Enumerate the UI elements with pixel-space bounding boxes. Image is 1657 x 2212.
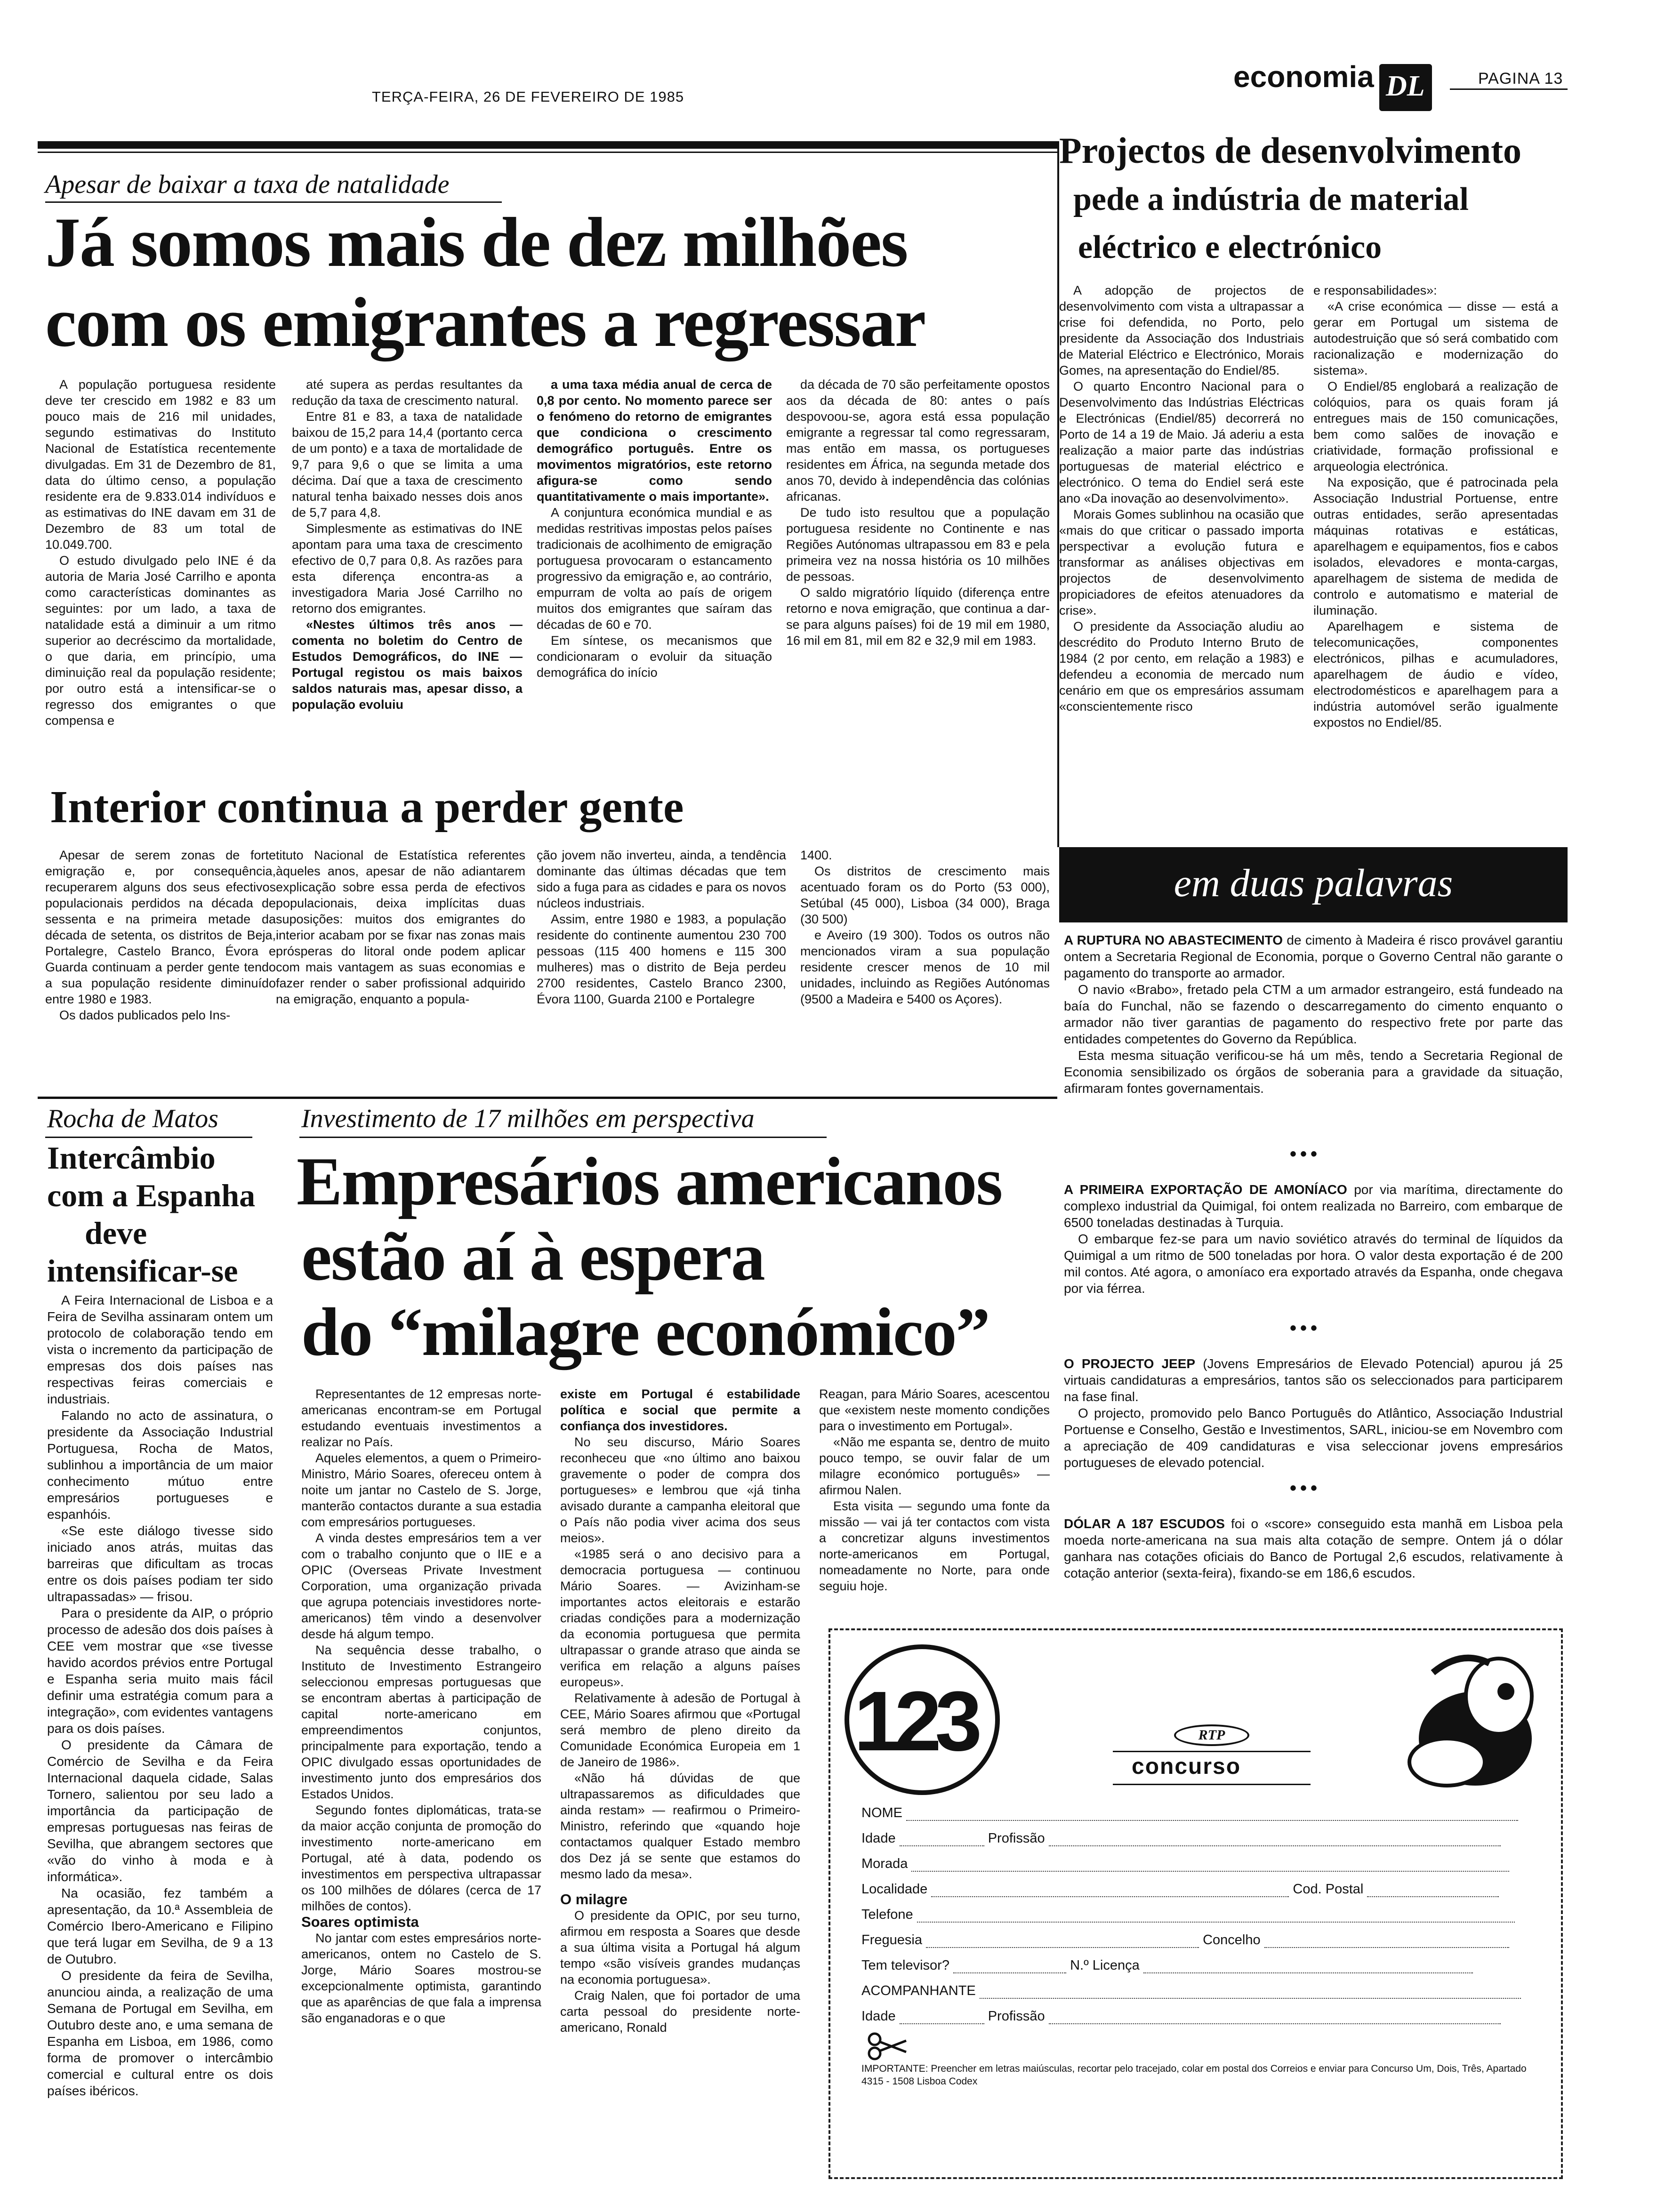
interior-col-4-p2: Os distritos de crescimento mais acentuado foram os do Porto (53 000), Setúbal (45 000), Lisboa (34 000), Braga (30 500) bbox=[800, 864, 1050, 926]
label-idade-2: Idade bbox=[861, 2009, 896, 2024]
label-profissao: Profissão bbox=[988, 1831, 1045, 1846]
americanos-col-1-p6: No jantar com estes empresários norte-americanos, ontem no Castelo de S. Jorge, Mário Soares mostrou-se excepcionalmente optimista, garantindo que as aparências de que fala a imprensa são enganadoras e o que bbox=[301, 1931, 541, 2025]
americanos-col-2-p3: «1985 será o ano decisivo para a democracia portuguesa — continuou Mário Soares. — Avizinham-se importantes actos eleitorais e estarão criadas condições para a modernização da economia portuguesa que permita ultrapassar o grande atraso que ainda se verifica em relação a alguns países europeus». bbox=[560, 1547, 800, 1689]
main-headline-1: Já somos mais de dez milhões bbox=[45, 203, 908, 281]
brief-3-text: (Jovens Empresários de Elevado Potencial) apurou já 25 virtuais candidaturas a empresários, tantos são os seleccionados para participarem na fase final. bbox=[1064, 1356, 1563, 1404]
label-morada: Morada bbox=[861, 1856, 908, 1871]
label-telefone: Telefone bbox=[861, 1907, 913, 1922]
concurso-label: concurso bbox=[1132, 1754, 1241, 1779]
main-col-4-p2: De tudo isto resultou que a população portuguesa residente no Continente e nas Regiões Autónomas ultrapassou em 83 e pela primeira vez na nossa história os 10 milhões de pessoas. bbox=[786, 505, 1050, 584]
americanos-headline-3: do “milagre económico” bbox=[301, 1294, 989, 1370]
em-duas-palavras-banner bbox=[1059, 847, 1568, 922]
americanos-col-3-p2: «Não me espanta se, dentro de muito pouco tempo, se ouvir falar de um milagre económico português» — afirmou Nalen. bbox=[819, 1435, 1050, 1497]
brief-3 bbox=[1064, 1355, 1563, 1471]
rtp-logo-text: RTP bbox=[1198, 1727, 1225, 1743]
brief-1-lead: A RUPTURA NO ABASTECIMENTO bbox=[1064, 933, 1283, 947]
interior-col-1-p2: Os dados publicados pelo Ins- bbox=[59, 1008, 231, 1022]
rocha-p3: «Se este diálogo tivesse sido iniciado anos atrás, muitas das barreiras que dificultam as trocas entre os dois países podiam ter sido ultrapassadas» — frisou. bbox=[47, 1523, 273, 1604]
masthead-logo-box bbox=[1379, 64, 1432, 111]
form-telefone[interactable] bbox=[861, 1907, 1539, 1926]
interior-col-4-p1: 1400. bbox=[800, 848, 832, 862]
main-col-4-p3: O saldo migratório líquido (diferença entre retorno e nova emigração, que continua a dar-se para alguns países) foi de 19 mil em 1980, 16 mil em 81, mil em 82 e 32,9 mil em 1983. bbox=[786, 585, 1050, 648]
main-col-3 bbox=[537, 377, 772, 786]
label-concelho: Concelho bbox=[1203, 1932, 1261, 1948]
label-profissao-2: Profissão bbox=[988, 2009, 1045, 2024]
right-col-2-p2: «A crise económica — disse — está a gerar em Portugal um sistema de autodestruição que só será combatido com racionalização e modernização do sistema». bbox=[1313, 299, 1558, 377]
brief-3-lead: O PROJECTO JEEP bbox=[1064, 1356, 1196, 1371]
americanos-col-2-p2: No seu discurso, Mário Soares reconheceu que «no último ano baixou gravemente o poder de compra dos portugueses» e lembrou que «já tinha avisado durante a campanha eleitoral que o País não podia viver acima dos seus meios». bbox=[560, 1435, 800, 1545]
rocha-p5: O presidente da Câmara de Comércio de Sevilha e da Feira Internacional daquela cidade, Salas Tornero, salientou por seu lado a importância da participação de empresas portuguesas nas feiras de Sevilha, que abrangem sectores que «vão do vinho à moda e à informática». bbox=[47, 1738, 273, 1884]
rocha-kicker-underline bbox=[45, 1137, 252, 1138]
interior-headline: Interior continua a perder gente bbox=[50, 782, 684, 833]
right-headline-1: Projectos de desenvolvimento bbox=[1059, 130, 1522, 171]
label-televisor: Tem televisor? bbox=[861, 1958, 949, 1973]
main-top-rule-thin bbox=[38, 152, 1057, 153]
right-headline-2: pede a indústria de material bbox=[1073, 181, 1469, 217]
rocha-body bbox=[47, 1292, 273, 2181]
label-freguesia: Freguesia bbox=[861, 1932, 922, 1948]
americanos-col-2-p6: O presidente da OPIC, por seu turno, afirmou em resposta a Soares que desde a sua última visita a Portugal há algum tempo «são visíveis grandes mudanças na economia portuguesa». bbox=[560, 1908, 800, 1987]
brief-1 bbox=[1064, 932, 1563, 1097]
rocha-p4: Para o presidente da AIP, o próprio processo de adesão dos dois países à CEE vem mostrar que «se tivesse havido acordos prévios entre Portugal e Espanha seria muito mais fácil definir uma estratégia comum para a integração», com evidentes vantagens para os dois países. bbox=[47, 1606, 273, 1736]
rocha-p1: A Feira Internacional de Lisboa e a Feira de Sevilha assinaram ontem um protocolo de colaboração tendo em vista o incremento da participação de empresas dos dois países nas respectivas feiras comerciais e industriais. bbox=[47, 1293, 273, 1406]
rocha-headline-1: Intercâmbio bbox=[47, 1140, 216, 1176]
brief-4-text: foi o «score» conseguido esta manhã em Lisboa pela moeda norte-americana na sua mais alta cotação de sempre. Ontem já o dólar ganhara nas cotações oficiais do Banco de Portugal 2,6 escudos, relativamente à cotação anterior (sexta-feira), fixando-se em 186,6 escudos. bbox=[1064, 1516, 1563, 1580]
americanos-col-2-p1: existe em Portugal é estabilidade política e social que permite a confiança dos investidores. bbox=[560, 1387, 800, 1433]
americanos-kicker-underline bbox=[299, 1137, 827, 1138]
rocha-headline-4: intensificar-se bbox=[47, 1253, 238, 1289]
main-top-rule bbox=[38, 141, 1057, 149]
americanos-col-2-p5: «Não há dúvidas de que ultrapassaremos as dificuldades que ainda restam» — reafirmou o Primeiro-Ministro, referindo que «quando hoje contactamos qualquer Estado membro dos Dez já se sente que estamos do mesmo lado da mesa». bbox=[560, 1771, 800, 1881]
main-kicker: Apesar de baixar a taxa de natalidade bbox=[45, 170, 450, 199]
brief-4-lead: DÓLAR A 187 ESCUDOS bbox=[1064, 1516, 1225, 1531]
main-col-3-p2: A conjuntura económica mundial e as medidas restritivas impostas pelos países tradicionais de acolhimento de emigração portuguesa provocaram o estancamento progressivo da emigração e, ao contrário, empurram de volta ao país de origem muitos dos emigrantes que saíram das décadas de 60 e 70. bbox=[537, 505, 772, 632]
form-freguesia[interactable] bbox=[861, 1932, 1539, 1951]
label-cod-postal: Cod. Postal bbox=[1293, 1882, 1364, 1897]
masthead-rule bbox=[1450, 88, 1568, 90]
americanos-headline-2: estão aí à espera bbox=[301, 1218, 764, 1295]
main-col-2 bbox=[292, 377, 523, 786]
americanos-col-1-p3: A vinda destes empresários tem a ver com o trabalho conjunto que o IIE e a OPIC (Overseas Private Investment Corporation, uma organização privada que agrupa potenciais investidores norte-americanos) têm vindo a desenvolver desde há algum tempo. bbox=[301, 1531, 541, 1641]
main-col-2-p2: Entre 81 e 83, a taxa de natalidade baixou de 15,2 para 14,4 (portanto cerca de um ponto) e a taxa de mortalidade de 9,7 para 9,6 o que se limita a uma décima. Daí que a taxa de crescimento natural tenha baixado nesses dois anos de 5,7 para 4,8. bbox=[292, 409, 523, 520]
interior-col-3-p2: Assim, entre 1980 e 1983, a população residente do continente aumentou 230 700 pessoas (115 400 homens e 115 300 mulheres) mas o distrito de Beja perdeu 2700 residentes, Castelo Branco 2300, Évora 1100, Guarda 2100 e Portalegre bbox=[537, 912, 786, 1006]
label-licenca: N.º Licença bbox=[1070, 1958, 1140, 1973]
americanos-col-1-p5: Segundo fontes diplomáticas, trata-se da maior acção conjunta de promoção do investimento norte-americano em Portugal, até à data, podendo os investimentos em perspectiva ultrapassar os 100 milhões de dólares (cerca de 17 milhões de contos). bbox=[301, 1803, 541, 1913]
americanos-col-2-p4: Relativamente à adesão de Portugal à CEE, Mário Soares afirmou que «Portugal será membro de pleno direito da Comunidade Económica Europeia em 1 de Janeiro de 1986». bbox=[560, 1691, 800, 1769]
right-col-1-p4: O presidente da Associação aludiu ao descrédito do Produto Interno Bruto de 1984 (2 por cento, em relação a 1983) e defendeu a economia de mercado num cenário em que os empresários assumam «conscientemente risco bbox=[1059, 619, 1304, 713]
right-col-2-p1: e responsabilidades»: bbox=[1313, 283, 1437, 297]
mascot-icon bbox=[1405, 1644, 1546, 1795]
banner-text: em duas palavras bbox=[1174, 861, 1453, 905]
americanos-col-1-p1: Representantes de 12 empresas norte-americanas encontram-se em Portugal estudando eventuais investimentos a realizar no País. bbox=[301, 1387, 541, 1449]
right-col-1-p3: Morais Gomes sublinhou na ocasião que «mais do que criticar o passado importa perspectivar a evolução futura e transformar as análises objectivas em projectos de desenvolvimento propiciadores de efeitos atenuadores da crise». bbox=[1059, 507, 1304, 617]
americanos-headline-1: Empresários americanos bbox=[297, 1143, 1002, 1219]
interior-col-3 bbox=[537, 847, 786, 1073]
brief-2-text: por via marítima, directamente do complexo industrial da Quimigal, foi ontem realizada no Barreiro, com embarque de 6500 toneladas destinadas à Turquia. bbox=[1064, 1182, 1563, 1230]
brief-1-p2: O navio «Brabo», fretado pela CTM a um armador estrangeiro, está fundeado na baía do Funchal, não se fazendo o descarregamento do cimento enquanto o armador não tiver garantias de pagamento do respectivo frete por parte das entidades competentes do Governo da República. bbox=[1064, 982, 1563, 1046]
separator-2: ••• bbox=[1290, 1318, 1321, 1338]
interior-col-3-p1: ção jovem não inverteu, ainda, a tendência dominante das últimas décadas que tem sido a fuga para as cidades e para os novos núcleos industriais. bbox=[537, 848, 786, 910]
rocha-headline-2: com a Espanha bbox=[47, 1178, 256, 1213]
form-idade-profissao[interactable] bbox=[861, 1831, 1539, 1850]
main-col-2-p3: Simplesmente as estimativas do INE apontam para uma taxa de crescimento efectivo de 0,7 para 0,8. As razões para esta diferença encontra-as a investigadora Maria José Carrilho no retorno dos emigrantes. bbox=[292, 521, 523, 616]
main-col-1 bbox=[45, 377, 276, 786]
americanos-col-1-p2: Aqueles elementos, a quem o Primeiro-Ministro, Mário Soares, ofereceu ontem à noite um jantar no Castelo de S. Jorge, manterão contactos durante a sua estadia com empresários portugueses. bbox=[301, 1451, 541, 1529]
americanos-col-2 bbox=[560, 1386, 800, 2181]
masthead bbox=[0, 0, 1657, 141]
main-col-4-p1: da década de 70 são perfeitamente opostos aos da década de 80: antes o país despovoou-se, agora está essa população emigrante a regressar tal como regressaram, mas então em massa, os portugueses residentes em África, na segunda metade dos anos 70, devido à independência das colónias africanas. bbox=[786, 377, 1050, 504]
rtp-logo bbox=[1174, 1724, 1249, 1746]
main-col-1-p2: O estudo divulgado pelo INE é da autoria de Maria José Carrilho e aponta como características dominantes as seguintes: por um lado, a taxa de natalidade está a diminuir a um ritmo superior ao decréscimo da mortalidade, o que daria, em princípio, uma diminuição real da população residente; por outro está a intensificar-se o regresso dos emigrantes o que compensa e bbox=[45, 553, 276, 728]
form-acompanhante[interactable] bbox=[861, 1983, 1539, 2002]
coupon-logo-number: 123 bbox=[854, 1674, 976, 1769]
form-nome[interactable] bbox=[861, 1805, 1539, 1824]
interior-col-4 bbox=[800, 847, 1050, 1073]
brief-3-p2: O projecto, promovido pelo Banco Português do Atlântico, Associação Industrial Portuense e Conselho, Gestão e Investimentos, SARL, iniciou-se em Novembro com a apreciação de 409 candidaturas e visa seleccionar jovens empresários portugueses de elevado potencial. bbox=[1064, 1406, 1563, 1470]
americanos-col-1-p4: Na sequência desse trabalho, o Instituto de Investimento Estrangeiro seleccionou empresas portuguesas que se encontram abertas à participação de capital norte-americano em empreendimentos conjuntos, principalmente para exportação, tendo a OPIC divulgado essas oportunidades de investimento junto dos empresários dos Estados Unidos. bbox=[301, 1643, 541, 1801]
right-col-2-p5: Aparelhagem e sistema de telecomunicações, componentes electrónicos, pilhas e acumuladores, aparelhagem de áudio e vídeo, electrodomésticos e aparelhagem para a indústria automóvel serão igualmente expostos no Endiel/85. bbox=[1313, 619, 1558, 729]
brief-1-text: de cimento à Madeira é risco provável garantiu ontem a Secretaria Regional de Economia, porque o Governo Central não garante o pagamento do transporte ao armador. bbox=[1064, 933, 1563, 980]
americanos-col-2-p7: Craig Nalen, que foi portador de uma carta pessoal do presidente norte-americano, Ronald bbox=[560, 1988, 800, 2035]
right-col-1-p1: A adopção de projectos de desenvolvimento com vista a ultrapassar a crise foi defendida, no Porto, pelo presidente da Associação dos Industriais de Material Eléctrico e Electrónico, Morais Gomes, na apresentação do Endiel/85. bbox=[1059, 283, 1304, 377]
masthead-section: economia bbox=[1233, 60, 1374, 94]
interior-col-2 bbox=[276, 847, 525, 1073]
lower-section-rule bbox=[38, 1097, 1057, 1099]
label-nome: NOME bbox=[861, 1805, 902, 1820]
brief-2-p2: O embarque fez-se para um navio soviético através do terminal de líquidos da Quimigal a um ritmo de 500 toneladas por hora. O valor desta exportação é de 200 mil contos. Até agora, o amoníaco era exportado através da Espanha, onde chegava por via férrea. bbox=[1064, 1232, 1563, 1296]
right-col-2 bbox=[1313, 282, 1558, 847]
form-localidade[interactable] bbox=[861, 1882, 1539, 1900]
right-col-1 bbox=[1059, 282, 1304, 847]
right-col-2-p3: O Endiel/85 englobará a realização de colóquios, para os quais foram já entregues mais de 150 comunicações, bem como salões de inovação e criatividade, formação profissional e arqueologia electrónica. bbox=[1313, 379, 1558, 473]
coupon-footnote: IMPORTANTE: Preencher em letras maiúsculas, recortar pelo tracejado, colar em postal dos Correios e enviar para Concurso Um, Dois, Três, Apartado 4315 - 1508 Lisboa Codex bbox=[861, 2063, 1527, 2087]
rocha-p2: Falando no acto de assinatura, o presidente da Associação Industrial Portuguesa, Rocha de Matos, sublinhou a importância de um maior conhecimento mútuo entre empresários portugueses e espanhóis. bbox=[47, 1408, 273, 1522]
masthead-date: TERÇA-FEIRA, 26 DE FEVEREIRO DE 1985 bbox=[372, 88, 684, 105]
rocha-headline-3: deve bbox=[85, 1215, 147, 1251]
interior-col-2-p1: tituto Nacional de Estatística referentes àqueles anos, apesar de não adiantarem explicação sobre essa perda de efectivos populacionais, deixa implícitas duas suposições: muitos dos emigrantes do interior acabam por se fixar nas zonas mais prósperas do litoral onde podem aplicar com mais vantagem as suas economias e fazer render o saber profissional adquirido na emigração, enquanto a popula- bbox=[276, 848, 525, 1006]
interior-col-1-p1: Apesar de serem zonas de forte emigração e, por consequência, recuperarem alguns dos seus efectivos populacionais perdidos na década de sessenta e na primeira metade da década de setenta, os distritos de Beja, Portalegre, Castelo Branco, Évora e Guarda continuam a perder gente tendo a sua população residente diminuído entre 1980 e 1983. bbox=[45, 848, 276, 1006]
americanos-col-3-p1: Reagan, para Mário Soares, acescentou que «existem neste momento condições para o investimento em Portugal». bbox=[819, 1387, 1050, 1433]
brief-1-p3: Esta mesma situação verificou-se há um mês, tendo a Secretaria Regional de Economia sensibilizado os órgãos de soberania para a gravidade da situação, afirmaram fontes governamentais. bbox=[1064, 1048, 1563, 1096]
rocha-p7: O presidente da feira de Sevilha, anunciou ainda, a realização de uma Semana de Portugal em Sevilha, em Outubro deste ano, e uma semana de Espanha em Lisboa, em 1986, como forma de promover o intercâmbio comercial e cultural entre os dois países ibéricos. bbox=[47, 1968, 273, 2098]
form-idade-profissao-2[interactable] bbox=[861, 2009, 1539, 2028]
dl-logo-icon: DL bbox=[1386, 70, 1425, 102]
rocha-kicker: Rocha de Matos bbox=[47, 1104, 218, 1133]
coupon-box bbox=[828, 1628, 1563, 2179]
americanos-subhead-1: Soares optimista bbox=[301, 1914, 419, 1930]
separator-1: ••• bbox=[1290, 1144, 1321, 1164]
brief-2 bbox=[1064, 1181, 1563, 1297]
main-col-1-p1: A população portuguesa residente deve ter crescido em 1982 e 83 um pouco mais de 216 mil unidades, segundo estimativas do Instituto Nacional de Estatística recentemente divulgadas. Em 31 de Dezembro de 81, data do último censo, a população residente era de 9.833.014 indivíduos e as estimativas do INE davam em 31 de Dezembro de 83 um total de 10.049.700. bbox=[45, 377, 276, 552]
coupon-logo-123 bbox=[845, 1644, 1000, 1795]
main-col-3-p1: a uma taxa média anual de cerca de 0,8 por cento. No momento parece ser o fenómeno do retorno de emigrantes que condiciona o crescimento demográfico português. Entre os movimentos migratórios, este retorno afigura-se como sendo quantitativamente o mais importante». bbox=[537, 377, 772, 504]
americanos-col-3 bbox=[819, 1386, 1050, 1612]
americanos-col-1 bbox=[301, 1386, 541, 2181]
scissors-icon bbox=[866, 2032, 909, 2060]
label-idade: Idade bbox=[861, 1831, 896, 1846]
label-localidade: Localidade bbox=[861, 1882, 928, 1897]
americanos-col-3-p3: Esta visita — segundo uma fonte da missão — vai já ter contactos com vista a concretizar alguns investimentos norte-americanos em Portugal, nomeadamente no Norte, para onde seguiu hoje. bbox=[819, 1499, 1050, 1593]
label-acompanhante: ACOMPANHANTE bbox=[861, 1983, 976, 1998]
right-col-2-p4: Na exposição, que é patrocinada pela Associação Industrial Portuense, entre outras entidades, serão apresentadas máquinas rotativas e estáticas, aparelhagem e equipamentos, fios e cabos isolados, elevadores e monta-cargas, aparelhagem de sistema de medida de controlo e automatismo e material de iluminação. bbox=[1313, 475, 1558, 617]
rocha-p6: Na ocasião, fez também a apresentação, da 10.ª Assembleia de Comércio Ibero-Americano e Filipino que terá lugar em Sevilha, de 9 a 13 de Outubro. bbox=[47, 1886, 273, 1966]
brief-2-lead: A PRIMEIRA EXPORTAÇÃO DE AMONÍACO bbox=[1064, 1182, 1347, 1197]
brief-4 bbox=[1064, 1515, 1563, 1581]
right-headline-3: eléctrico e electrónico bbox=[1078, 229, 1382, 265]
concurso-rule-bottom bbox=[1113, 1784, 1311, 1785]
concurso-rule-top bbox=[1113, 1751, 1311, 1752]
americanos-kicker: Investimento de 17 milhões em perspectiva bbox=[301, 1104, 755, 1133]
separator-3: ••• bbox=[1290, 1478, 1321, 1499]
main-col-2-p1: até supera as perdas resultantes da redução da taxa de crescimento natural. bbox=[292, 377, 523, 408]
main-col-4 bbox=[786, 377, 1050, 786]
right-col-1-p2: O quarto Encontro Nacional para o Desenvolvimento das Indústrias Eléctricas e Electrónicas (Endiel/85) decorrerá no Porto de 14 a 19 de Maio. Já aderiu a esta realização a maior parte das indústrias portuguesas de material eléctrico e electrónico. O tema do Endiel será este ano «Da inovação ao desenvolvimento». bbox=[1059, 379, 1304, 505]
main-col-2-p4: «Nestes últimos três anos — comenta no boletim do Centro de Estudos Demográficos, do INE — Portugal registou os mais baixos saldos naturais mas, apesar disso, a população evoluiu bbox=[292, 617, 523, 712]
americanos-subhead-2: O milagre bbox=[560, 1891, 627, 1907]
main-col-3-p3: Em síntese, os mecanismos que condicionaram o evoluir da situação demográfica do início bbox=[537, 633, 772, 680]
main-headline-2: com os emigrantes a regressar bbox=[45, 283, 925, 361]
page-number: PAGINA 13 bbox=[1478, 70, 1563, 88]
interior-col-4-p3: e Aveiro (19 300). Todos os outros não mencionados viram a sua população residente crescer menos de 10 mil unidades, incluindo as Regiões Autónomas (9500 a Madeira e 5400 os Açores). bbox=[800, 928, 1050, 1006]
interior-col-1 bbox=[45, 847, 276, 1073]
form-televisor[interactable] bbox=[861, 1958, 1539, 1977]
form-morada[interactable] bbox=[861, 1856, 1539, 1875]
